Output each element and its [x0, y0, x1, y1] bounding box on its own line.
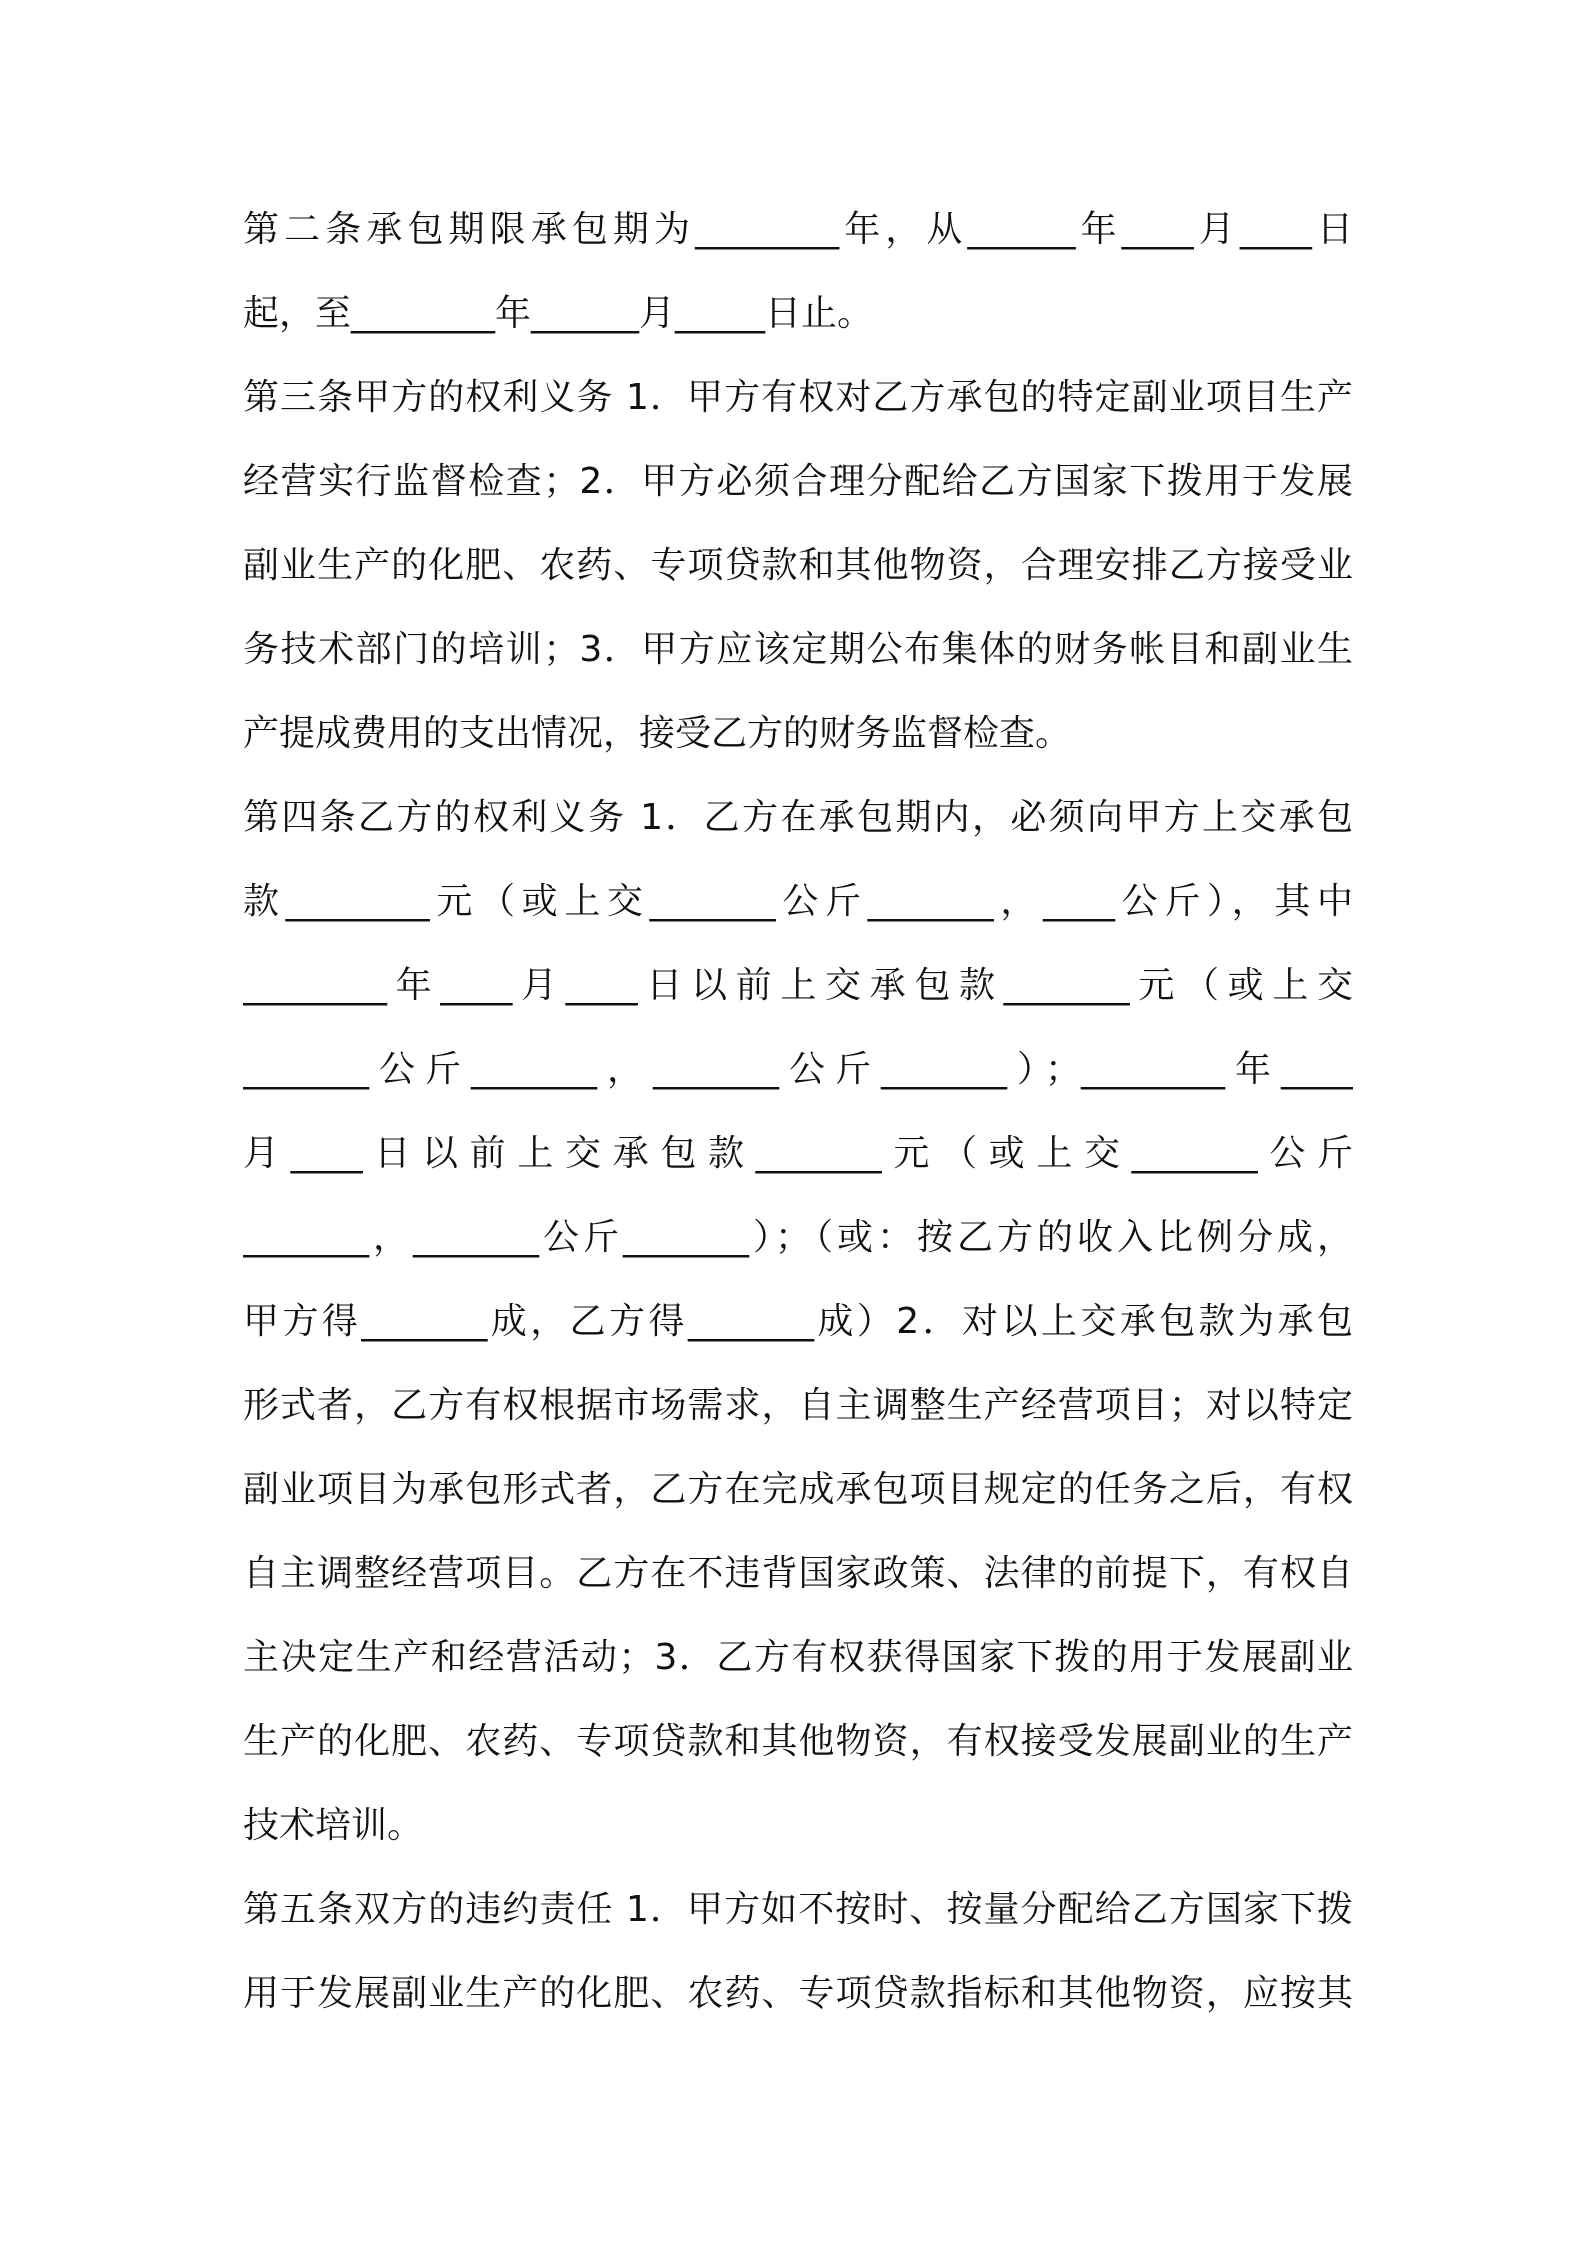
text-line: _______，_______公斤_______）；（或：按乙方的收入比例分成， [243, 1217, 1353, 1258]
text-line: 甲方得_______成，乙方得_______成）2．对以上交承包款为承包 [243, 1301, 1353, 1342]
text-line: 月____日以前上交承包款_______元（或上交_______公斤 [243, 1133, 1353, 1174]
text-line: _______公斤_______，_______公斤_______）；________年____ [243, 1049, 1353, 1090]
text-line: 副业生产的化肥、农药、专项贷款和其他物资，合理安排乙方接受业 [243, 545, 1353, 586]
text-line: 起，至________年______月_____日止。 [243, 293, 874, 334]
text-line: 第五条双方的违约责任 1．甲方如不按时、按量分配给乙方国家下拨 [243, 1889, 1353, 1930]
text-line: 第三条甲方的权利义务 1．甲方有权对乙方承包的特定副业项目生产 [243, 377, 1353, 418]
text-line: 经营实行监督检查；2．甲方必须合理分配给乙方国家下拨用于发展 [243, 461, 1353, 502]
text-line: 第四条乙方的权利义务 1．乙方在承包期内，必须向甲方上交承包 [243, 797, 1353, 838]
text-line: 第二条承包期限承包期为________年，从______年____月____日 [243, 209, 1353, 250]
text-line: 用于发展副业生产的化肥、农药、专项贷款指标和其他物资，应按其 [243, 1973, 1353, 2014]
text-line: 技术培训。 [243, 1805, 424, 1846]
text-line: 副业项目为承包形式者，乙方在完成承包项目规定的任务之后，有权 [243, 1469, 1353, 1510]
text-line: 主决定生产和经营活动；3．乙方有权获得国家下拨的用于发展副业 [243, 1637, 1353, 1678]
text-line: 务技术部门的培训；3．甲方应该定期公布集体的财务帐目和副业生 [243, 629, 1353, 670]
text-line: 生产的化肥、农药、专项贷款和其他物资，有权接受发展副业的生产 [243, 1721, 1353, 1762]
text-line: 产提成费用的支出情况，接受乙方的财务监督检查。 [243, 713, 1072, 754]
text-line: ________年____月____日以前上交承包款_______元（或上交 [243, 965, 1353, 1006]
text-line: 自主调整经营项目。乙方在不违背国家政策、法律的前提下，有权自 [243, 1553, 1353, 1594]
text-line: 形式者，乙方有权根据市场需求，自主调整生产经营项目；对以特定 [243, 1385, 1353, 1426]
text-line: 款________元（或上交_______公斤_______，____公斤），其中 [243, 881, 1353, 922]
